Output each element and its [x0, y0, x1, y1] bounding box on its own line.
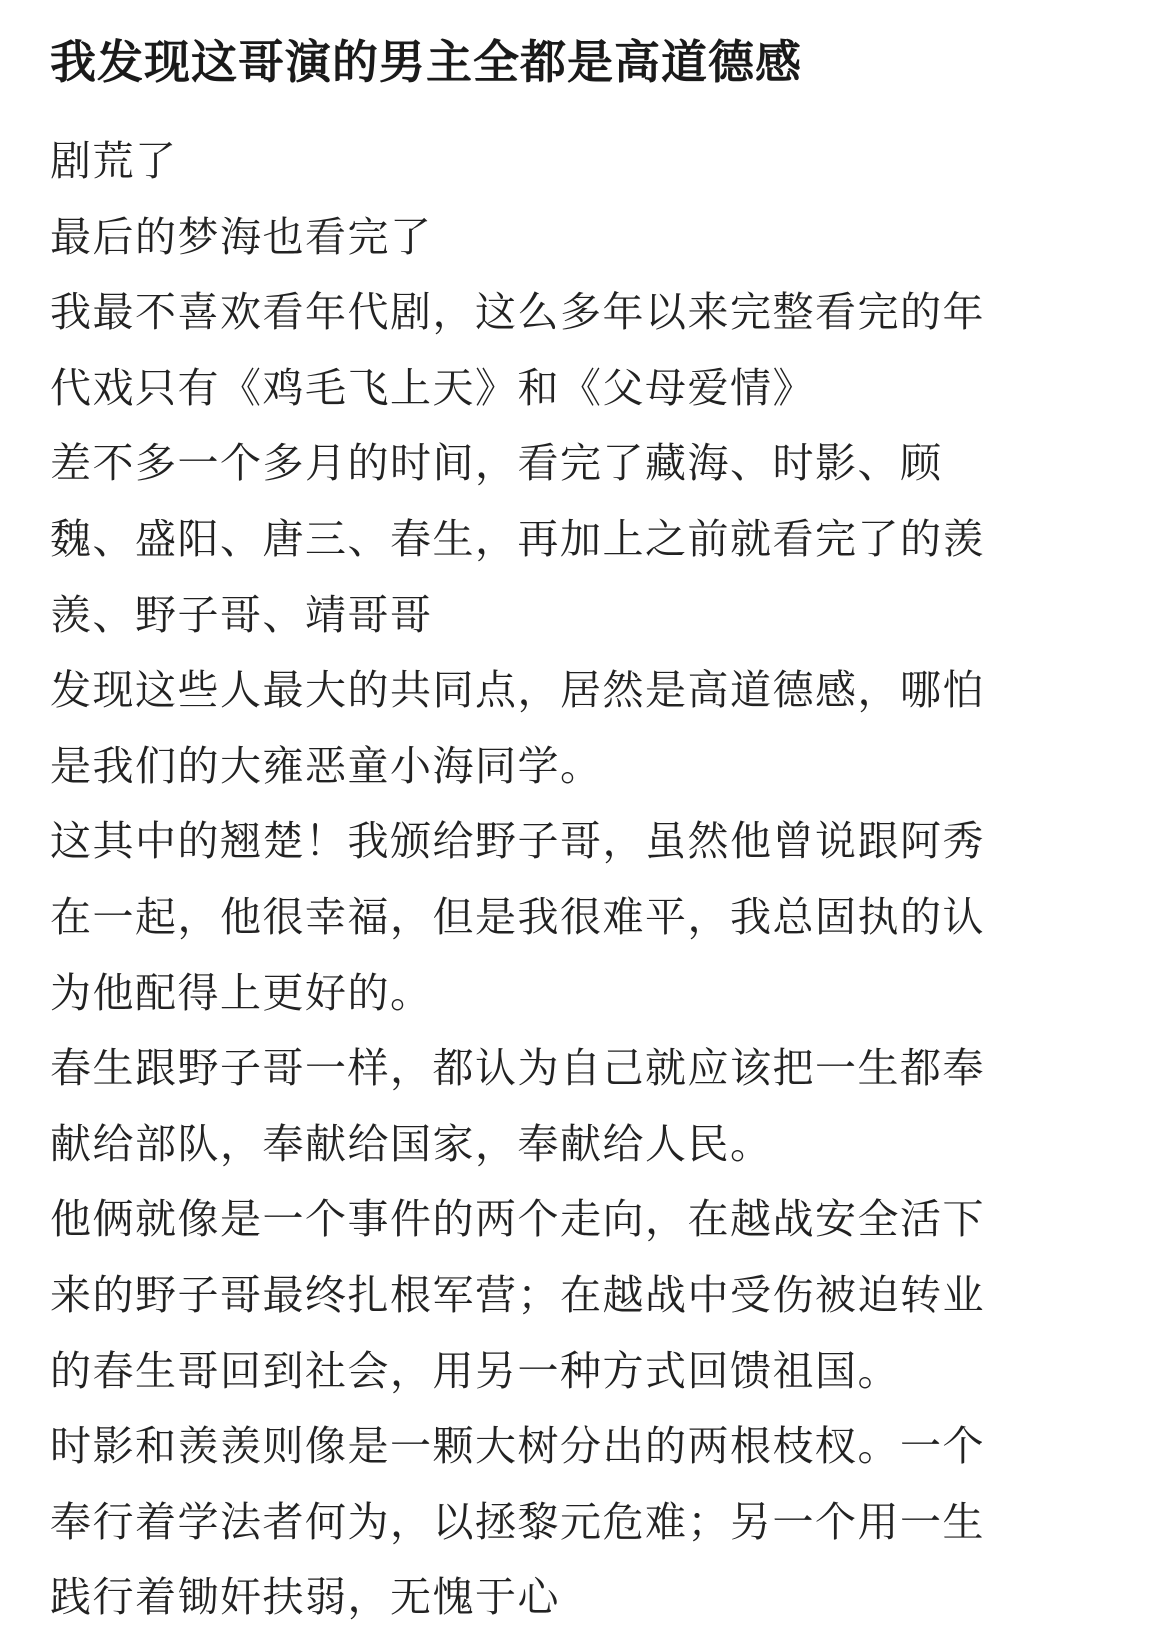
post-line: 他俩就像是一个事件的两个走向，在越战安全活下	[50, 1195, 985, 1244]
post-title: 我发现这哥演的男主全都是高道德感	[50, 35, 802, 89]
post-line: 在一起，他很幸福，但是我很难平，我总固执的认	[50, 892, 985, 941]
post-line: 差不多一个多月的时间，看完了藏海、时影、顾	[50, 439, 943, 488]
post-line: 魏、盛阳、唐三、春生，再加上之前就看完了的羡	[50, 514, 985, 563]
post-line: 最后的梦海也看完了	[50, 212, 433, 261]
post-line: 时影和羡羡则像是一颗大树分出的两根枝杈。一个	[50, 1422, 985, 1471]
post-line: 践行着锄奸扶弱，无愧于心	[50, 1573, 560, 1622]
post-line: 献给部队，奉献给国家，奉献给人民。	[50, 1119, 773, 1168]
post-line: 的春生哥回到社会，用另一种方式回馈祖国。	[50, 1346, 900, 1395]
post-line: 奉行着学法者何为，以拯黎元危难；另一个用一生	[50, 1497, 985, 1546]
post	[50, 20, 1130, 1636]
post-line: 发现这些人最大的共同点，居然是高道德感，哪怕	[50, 666, 985, 715]
post-line: 我最不喜欢看年代剧，这么多年以来完整看完的年	[50, 288, 985, 337]
post-line: 春生跟野子哥一样，都认为自己就应该把一生都奉	[50, 1044, 985, 1093]
post-line: 为他配得上更好的。	[50, 968, 433, 1017]
post-line: 代戏只有《鸡毛飞上天》和《父母爱情》	[50, 363, 815, 412]
post-line: 这其中的翘楚！我颁给野子哥，虽然他曾说跟阿秀	[50, 817, 985, 866]
post-line: 羡、野子哥、靖哥哥	[50, 590, 433, 639]
post-line: 来的野子哥最终扎根军营；在越战中受伤被迫转业	[50, 1270, 985, 1319]
post-line: 剧荒了	[50, 137, 178, 185]
post-line: 是我们的大雍恶童小海同学。	[50, 741, 603, 790]
post-body	[50, 124, 1130, 1636]
